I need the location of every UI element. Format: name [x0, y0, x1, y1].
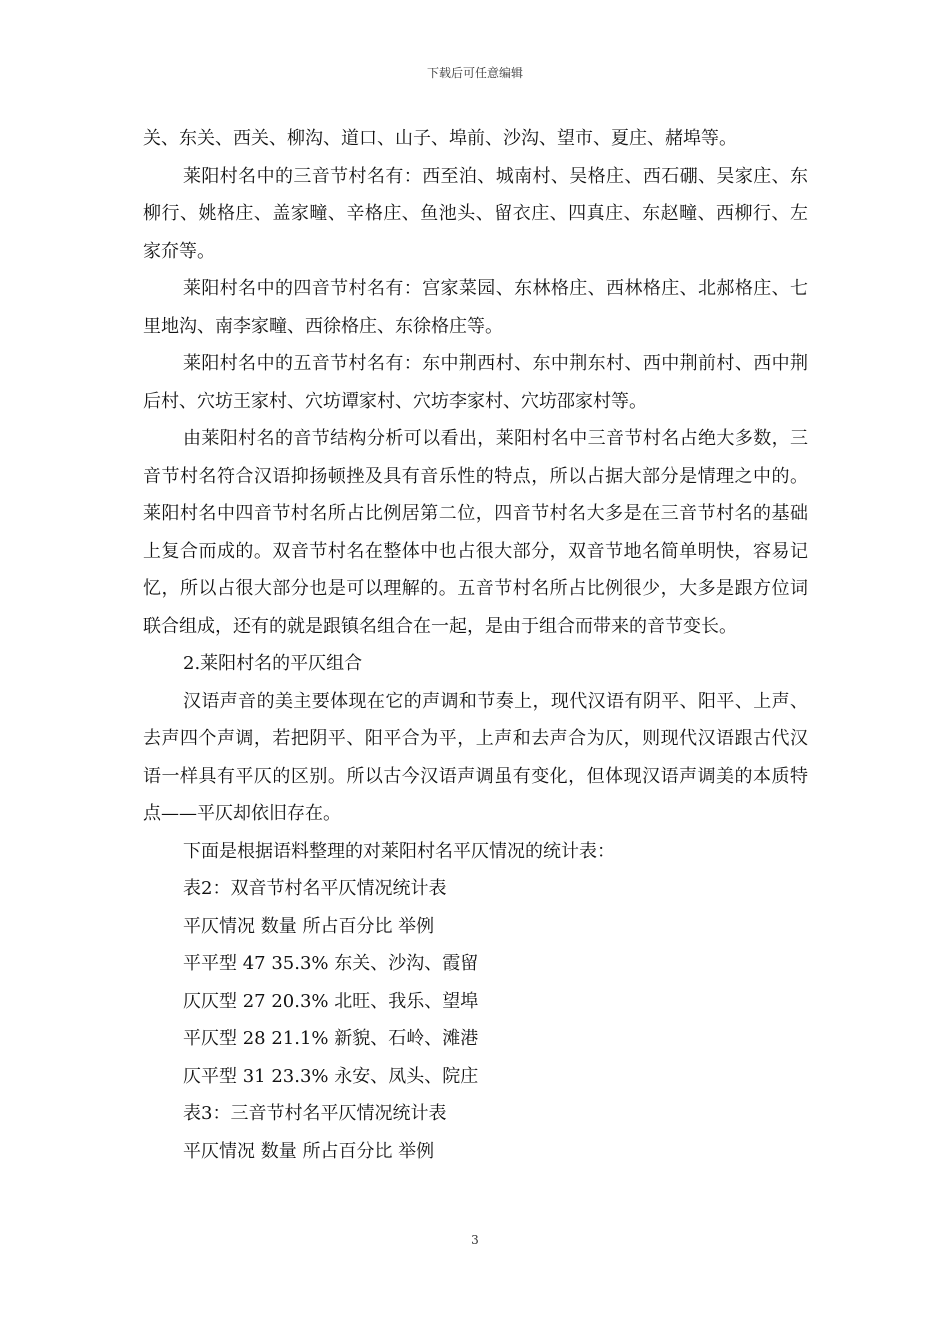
- table-2-caption: 表2：双音节村名平仄情况统计表: [183, 878, 447, 899]
- table-2-row: 仄平型 31 23.3% 永安、凤头、院庄: [183, 1065, 479, 1087]
- table-3-caption: 表3：三音节村名平仄情况统计表: [183, 1103, 447, 1124]
- table-3-header: 平仄情况 数量 所占百分比 举例: [183, 1140, 435, 1162]
- section-heading: 2.莱阳村名的平仄组合: [183, 653, 363, 674]
- paragraph-four-syllable: 莱阳村名中的四音节村名有：宫家菜园、东林格庄、西林格庄、北郝格庄、七里地沟、南李家疃、西徐格庄、东徐格庄等。: [143, 278, 808, 337]
- page-number: 3: [471, 1233, 479, 1247]
- paragraph-three-syllable: 莱阳村名中的三音节村名有：西至泊、城南村、吴格庄、西石硼、吴家庄、东柳行、姚格庄、盖家疃、辛格庄、鱼池头、留衣庄、四真庄、东赵疃、西柳行、左家夼等。: [143, 165, 808, 262]
- table-2-row: 平仄型 28 21.1% 新貌、石岭、滩港: [183, 1028, 479, 1049]
- paragraph-five-syllable: 莱阳村名中的五音节村名有：东中荆西村、东中荆东村、西中荆前村、西中荆后村、穴坊王家村、穴坊谭家村、穴坊李家村、穴坊邵家村等。: [143, 353, 808, 412]
- table-2-row: 仄仄型 27 20.3% 北旺、我乐、望埠: [183, 990, 479, 1012]
- paragraph-tones: 汉语声音的美主要体现在它的声调和节奏上，现代汉语有阴平、阳平、上声、去声四个声调，若把阴平、阳平合为平，上声和去声合为仄，则现代汉语跟古代汉语一样具有平仄的区别。所以古今汉语声调虽有变化，但体现汉语声调美的本质特点——平仄却依旧存在。: [143, 690, 808, 824]
- page-header: 下载后可任意编辑: [426, 66, 523, 80]
- paragraph-table-intro: 下面是根据语料整理的对莱阳村名平仄情况的统计表：: [183, 840, 615, 862]
- table-2-row: 平平型 47 35.3% 东关、沙沟、霞留: [183, 953, 479, 974]
- paragraph-continuation: 关、东关、西关、柳沟、道口、山子、埠前、沙沟、望市、夏庄、赭埠等。: [143, 128, 737, 149]
- table-2-header: 平仄情况 数量 所占百分比 举例: [183, 915, 435, 937]
- document-body: [143, 120, 808, 1170]
- paragraph-analysis: 由莱阳村名的音节结构分析可以看出，莱阳村名中三音节村名占绝大多数，三音节村名符合汉语抑扬顿挫及具有音乐性的特点，所以占据大部分是情理之中的。莱阳村名中四音节村名所占比例居第二位，四音节村名大多是在三音节村名的基础上复合而成的。双音节村名在整体中也占很大部分，双音节地名简单明快，容易记忆，所以占很大部分也是可以理解的。五音节村名所占比例很少，大多是跟方位词联合组成，还有的就是跟镇名组合在一起，是由于组合而带来的音节变长。: [143, 428, 808, 637]
